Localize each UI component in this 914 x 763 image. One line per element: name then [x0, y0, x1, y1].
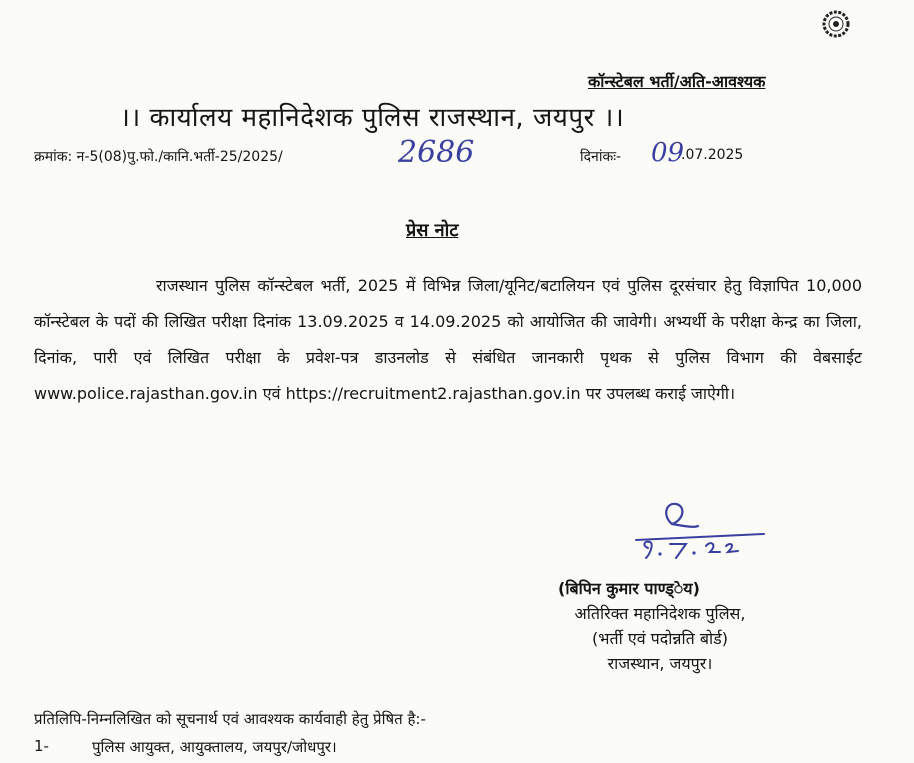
press-note-body: राजस्थान पुलिस कॉन्स्टेबल भर्ती, 2025 में विभिन्न जिला/यूनिट/बटालियन एवं पुलिस दूरसंचार हेतु विज्ञापित 10,000 कॉन्स्टेबल के पदों की लिखित परीक्षा दिनांक 13.09.2025 व 14.09.2025 को आयोजित की जावेगी। अभ्यर्थी के परीक्षा केन्द्र का जिला, दिनांक, पारी एवं लिखित परीक्षा के प्रवेश-पत्र डाउनलोड से संबंधित जानकारी पृथक से पुलिस विभाग की वेबसाईट www.police.rajasthan.gov.in एवं https://recruitment2.rajasthan.gov.in पर उपलब्ध कराई जाऐगी। — [34, 276, 862, 403]
designation-line: अतिरिक्त महानिदेशक पुलिस, — [574, 604, 746, 623]
reference-number: क्रमांक: न-5(08)पु.फो./कानि.भर्ती-25/2025/ — [34, 149, 283, 165]
reference-handwritten: 2686 — [398, 135, 475, 170]
signatory-name: (बिपिन कुमार पाण्ड्ेय) — [558, 579, 700, 598]
office-heading: ।। कार्यालय महानिदेशक पुलिस राजस्थान, जयपुर ।। — [120, 103, 625, 133]
handwritten-signature — [614, 496, 784, 564]
copy-item-number: 1- — [34, 737, 49, 755]
signatory-designation — [500, 601, 820, 676]
date-label: दिनांकः- — [580, 149, 622, 165]
designation-line: राजस्थान, जयपुर। — [607, 654, 713, 673]
date-month-year: .07.2025 — [681, 147, 744, 163]
designation-line: (भर्ती एवं पदोन्नति बोर्ड) — [592, 629, 728, 648]
copy-to-intro: प्रतिलिपि-निम्नलिखित को सूचनार्थ एवं आवश्यक कार्यवाही हेतु प्रेषित है:- — [34, 710, 426, 728]
press-note-title: प्रेस नोट — [406, 220, 459, 241]
category-tag: कॉन्स्टेबल भर्ती/अति-आवश्यक — [588, 72, 766, 91]
copy-item-text: पुलिस आयुक्त, आयुक्तालय, जयपुर/जोधपुर। — [92, 738, 337, 756]
date-handwritten: 09 — [651, 138, 685, 168]
emblem-icon — [820, 8, 852, 40]
emblem-logo — [806, 6, 868, 68]
